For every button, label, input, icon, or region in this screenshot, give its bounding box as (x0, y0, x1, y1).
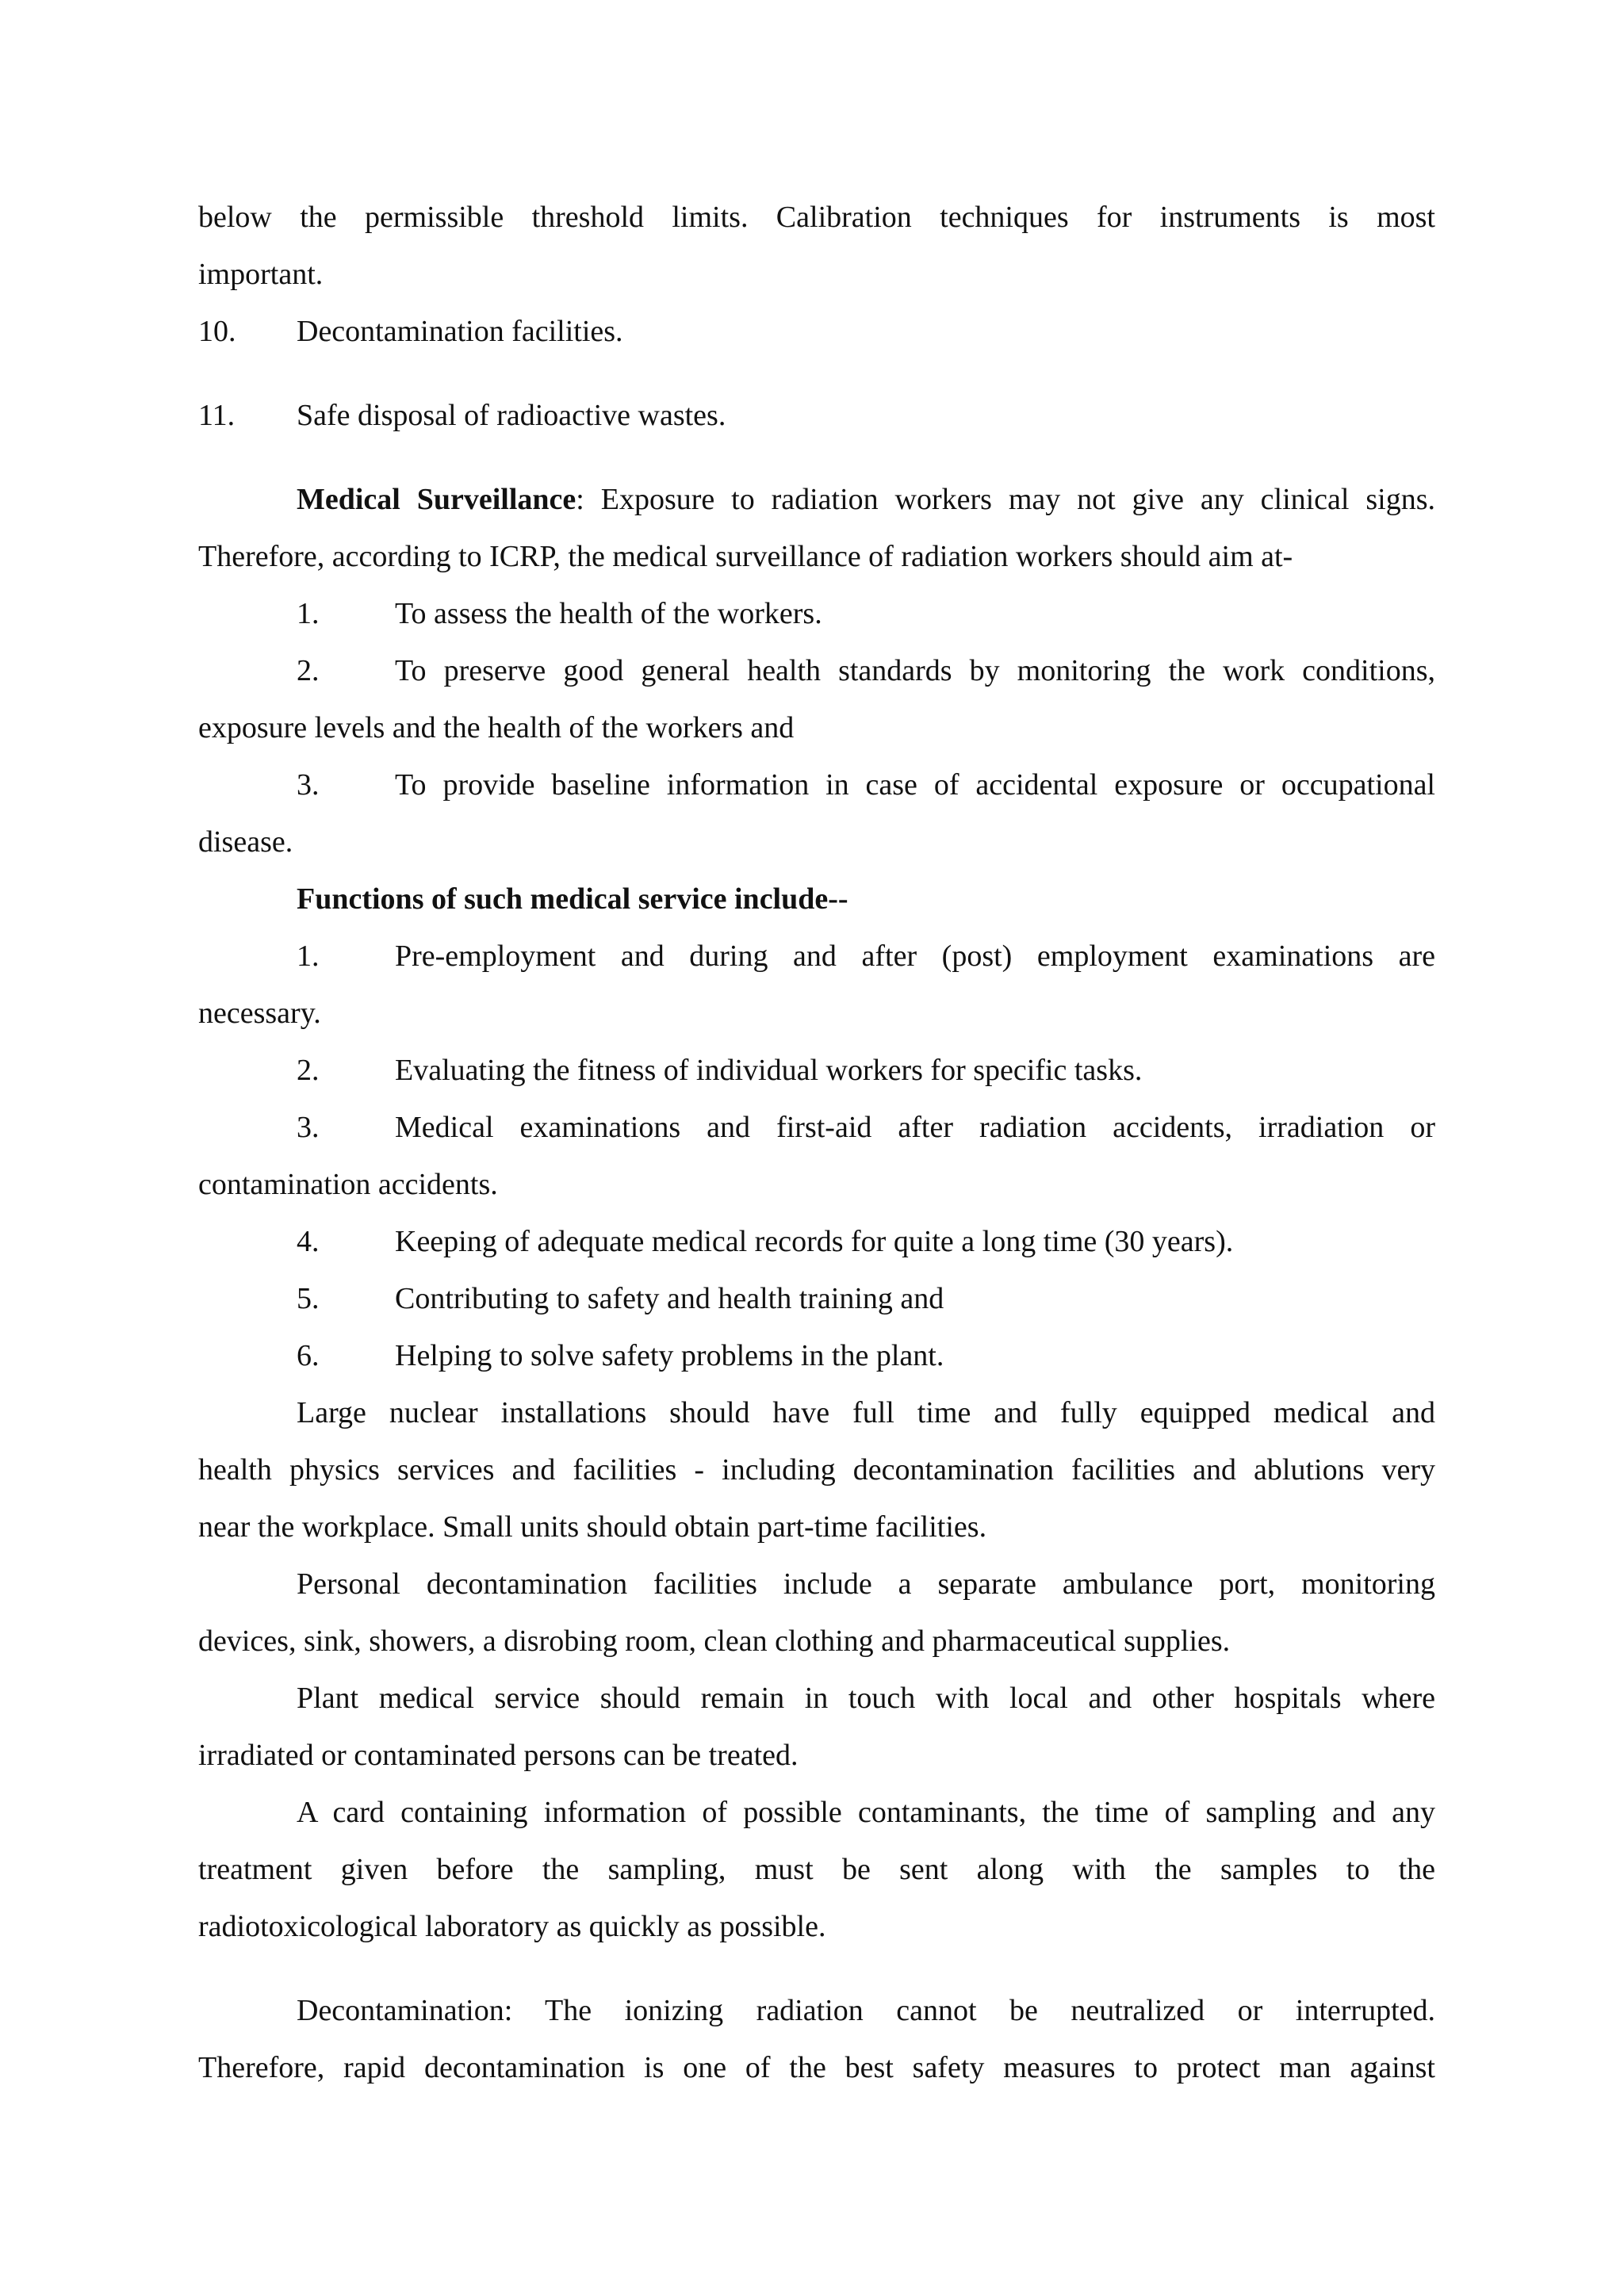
list-number: 10. (198, 315, 236, 348)
list-number: 1. (297, 597, 320, 630)
paragraph-line: health physics services and facilities - including decontamination facilities and ablutions very (198, 1453, 1435, 1487)
text-line: exposure levels and the health of the workers and (198, 711, 795, 744)
paragraph-line: A card containing information of possible contaminants, the time of sampling and any (297, 1796, 1435, 1829)
text-line: necessary. (198, 997, 321, 1030)
paragraph-line: Therefore, rapid decontamination is one of the best safety measures to protect man against (198, 2051, 1435, 2084)
text-line: below the permissible threshold limits. Calibration techniques for instruments is most (198, 201, 1435, 234)
functions-heading (297, 871, 1435, 928)
paragraph-line: irradiated or contaminated persons can be treated. (198, 1739, 799, 1772)
list-number: 6. (297, 1339, 320, 1372)
list-number: 2. (297, 654, 320, 687)
list-text: To provide baseline information in case of accidental exposure or occupational (395, 768, 1435, 802)
list-number: 5. (297, 1282, 320, 1315)
paragraph-line: treatment given before the sampling, must be sent along with the samples to the (198, 1853, 1435, 1886)
paragraph-line: radiotoxicological laboratory as quickly as possible. (198, 1910, 826, 1943)
text-line: contamination accidents. (198, 1168, 498, 1201)
list-text: Decontamination facilities. (297, 315, 623, 348)
paragraph-line: devices, sink, showers, a disrobing room, clean clothing and pharmaceutical supplies. (198, 1624, 1231, 1658)
paragraph-line: Decontamination: The ionizing radiation cannot be neutralized or interrupted. (297, 1994, 1435, 2027)
list-text: Evaluating the fitness of individual workers for specific tasks. (395, 1054, 1143, 1087)
paragraph-line: Plant medical service should remain in touch with local and other hospitals where (297, 1682, 1435, 1715)
list-text: To assess the health of the workers. (395, 597, 822, 630)
text-line: disease. (198, 825, 293, 859)
paragraph-line: Personal decontamination facilities include a separate ambulance port, monitoring (297, 1567, 1435, 1601)
paragraph-line: near the workplace. Small units should obtain part-time facilities. (198, 1510, 987, 1544)
text-line: Therefore, according to ICRP, the medical surveillance of radiation workers should aim at- (198, 540, 1293, 573)
list-text: Pre-employment and during and after (post) employment examinations are (395, 939, 1435, 973)
list-number: 3. (297, 768, 320, 802)
list-text: Medical examinations and first-aid after radiation accidents, irradiation or (395, 1111, 1435, 1144)
list-text: Keeping of adequate medical records for quite a long time (30 years). (395, 1225, 1234, 1258)
medical-surveillance-heading: Medical Surveillance (297, 483, 576, 516)
list-number: 11. (198, 399, 236, 432)
list-text: To preserve good general health standards by monitoring the work conditions, (395, 654, 1435, 687)
list-number: 2. (297, 1054, 320, 1087)
paragraph-line: Large nuclear installations should have full time and fully equipped medical and (297, 1396, 1435, 1429)
list-text: Helping to solve safety problems in the plant. (395, 1339, 944, 1372)
list-number: 3. (297, 1111, 320, 1144)
list-text: Contributing to safety and health training and (395, 1282, 944, 1315)
text-run: : Exposure to radiation workers may not give any clinical signs. (576, 483, 1435, 516)
list-number: 1. (297, 939, 320, 973)
list-number: 4. (297, 1225, 320, 1258)
list-text: Safe disposal of radioactive wastes. (297, 399, 726, 432)
medical-surveillance-line (297, 471, 1435, 528)
text-line: important. (198, 258, 324, 291)
functions-heading-text: Functions of such medical service include-- (297, 882, 848, 916)
